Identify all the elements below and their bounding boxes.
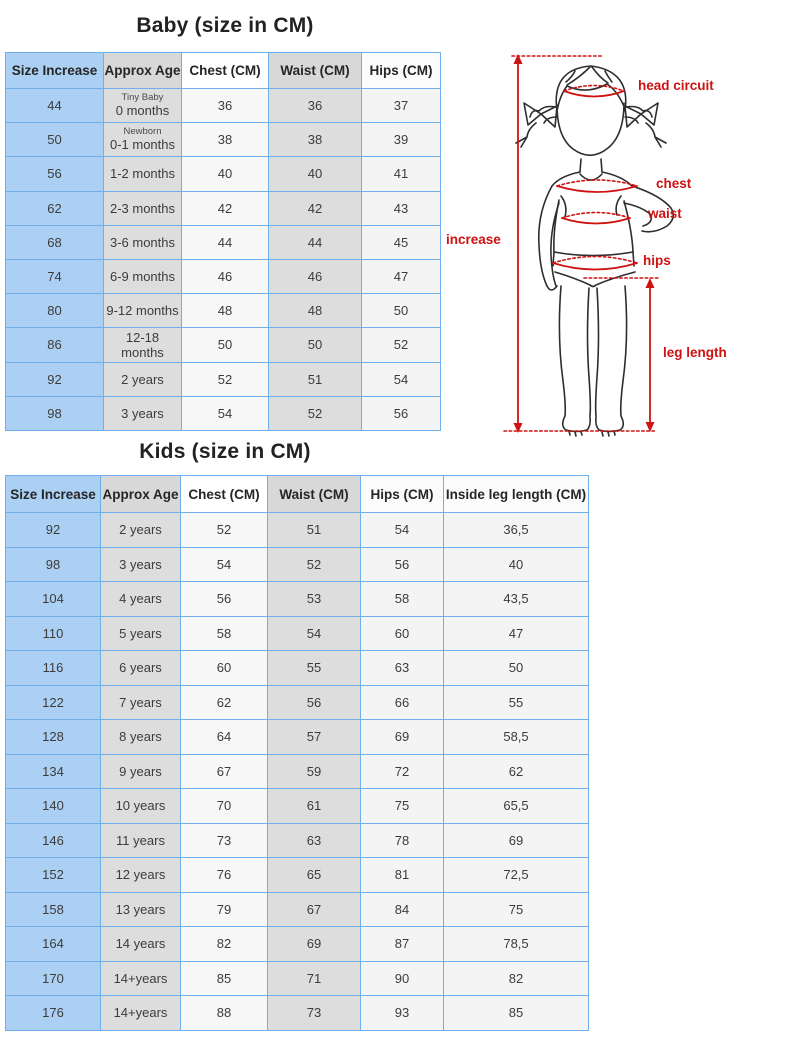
kids_section-cell-size: 104 — [6, 582, 101, 617]
table-row — [6, 513, 589, 548]
baby_section-cell-waist: 51 — [269, 362, 362, 396]
kids_section-cell-inside_leg: 36,5 — [444, 513, 589, 548]
table-row — [6, 823, 589, 858]
kids_section-cell-size: 134 — [6, 754, 101, 789]
kids_section-cell-waist: 55 — [268, 651, 361, 686]
age-note: Tiny Baby — [121, 92, 164, 104]
baby_section-header-chest: Chest (CM) — [182, 53, 269, 89]
table-row — [6, 328, 441, 362]
measurement-marks — [504, 56, 658, 431]
baby_section-cell-hips: 39 — [362, 123, 441, 157]
table-row — [6, 157, 441, 191]
table-row — [6, 720, 589, 755]
kids_section-header-chest: Chest (CM) — [181, 476, 268, 513]
header-row — [6, 53, 441, 89]
age-value: 0-1 months — [109, 137, 176, 153]
kids_section-cell-age: 2 years — [101, 513, 181, 548]
kids_section-cell-size: 146 — [6, 823, 101, 858]
kids-size-table — [5, 475, 589, 1031]
kids_section-header-inside_leg: Inside leg length (CM) — [444, 476, 589, 513]
baby_section-cell-waist: 36 — [269, 89, 362, 123]
baby_section-cell-chest: 50 — [182, 328, 269, 362]
baby_section-cell-size: 92 — [6, 362, 104, 396]
baby_section-header-age: Approx Age — [104, 53, 182, 89]
kids_section-cell-chest: 52 — [181, 513, 268, 548]
baby_section-cell-age: 3-6 months — [104, 225, 182, 259]
kids_section-cell-waist: 53 — [268, 582, 361, 617]
figure-label-leg-length: leg length — [663, 345, 727, 360]
kids_section-cell-age: 5 years — [101, 616, 181, 651]
kids_section-cell-size: 158 — [6, 892, 101, 927]
baby_section-cell-age: 1-2 months — [104, 157, 182, 191]
baby_section-cell-waist: 38 — [269, 123, 362, 157]
kids_section-cell-age: 3 years — [101, 547, 181, 582]
figure-label-hips: hips — [643, 253, 671, 268]
kids_section-cell-age: 12 years — [101, 858, 181, 893]
baby_section-cell-hips: 52 — [362, 328, 441, 362]
figure-label-waist: waist — [648, 206, 682, 221]
baby_section-cell-chest: 36 — [182, 89, 269, 123]
kids_section-cell-inside_leg: 50 — [444, 651, 589, 686]
kids_section-cell-inside_leg: 72,5 — [444, 858, 589, 893]
table-row — [6, 123, 441, 157]
kids_section-cell-chest: 88 — [181, 996, 268, 1031]
baby_section-cell-hips: 45 — [362, 225, 441, 259]
baby_section-cell-age — [104, 123, 182, 157]
kids_section-cell-size: 98 — [6, 547, 101, 582]
kids-section-title: Kids (size in CM) — [139, 440, 311, 463]
kids_section-cell-age: 6 years — [101, 651, 181, 686]
baby-size-table — [5, 52, 441, 431]
kids_section-cell-hips: 93 — [361, 996, 444, 1031]
baby_section-cell-waist: 50 — [269, 328, 362, 362]
baby_section-cell-hips: 54 — [362, 362, 441, 396]
kids_section-cell-chest: 56 — [181, 582, 268, 617]
table-row — [6, 89, 441, 123]
baby_section-cell-size: 86 — [6, 328, 104, 362]
table-row — [6, 191, 441, 225]
baby_section-cell-waist: 40 — [269, 157, 362, 191]
table-row — [6, 547, 589, 582]
kids_section-cell-waist: 61 — [268, 789, 361, 824]
kids_section-cell-chest: 73 — [181, 823, 268, 858]
baby_section-cell-age: 2-3 months — [104, 191, 182, 225]
table-row — [6, 396, 441, 430]
kids_section-cell-inside_leg: 78,5 — [444, 927, 589, 962]
table-row — [6, 858, 589, 893]
kids_section-cell-waist: 65 — [268, 858, 361, 893]
baby_section-header-waist: Waist (CM) — [269, 53, 362, 89]
kids_section-cell-hips: 58 — [361, 582, 444, 617]
baby_section-cell-chest: 48 — [182, 294, 269, 328]
baby_section-header-size: Size Increase — [6, 53, 104, 89]
kids_section-cell-inside_leg: 85 — [444, 996, 589, 1031]
kids_section-cell-hips: 66 — [361, 685, 444, 720]
table-row — [6, 927, 589, 962]
kids_section-cell-waist: 51 — [268, 513, 361, 548]
kids_section-cell-hips: 90 — [361, 961, 444, 996]
baby_section-cell-chest: 46 — [182, 259, 269, 293]
kids_section-cell-inside_leg: 82 — [444, 961, 589, 996]
baby_section-cell-age: 6-9 months — [104, 259, 182, 293]
kids_section-cell-waist: 52 — [268, 547, 361, 582]
kids_section-cell-waist: 69 — [268, 927, 361, 962]
kids_section-cell-waist: 71 — [268, 961, 361, 996]
kids_section-cell-hips: 56 — [361, 547, 444, 582]
kids_section-cell-waist: 73 — [268, 996, 361, 1031]
age-value: 0 months — [115, 103, 170, 119]
kids_section-cell-size: 170 — [6, 961, 101, 996]
baby_section-header-hips: Hips (CM) — [362, 53, 441, 89]
baby_section-cell-hips: 37 — [362, 89, 441, 123]
kids_section-cell-chest: 64 — [181, 720, 268, 755]
kids_section-cell-age: 14+years — [101, 996, 181, 1031]
table-row — [6, 685, 589, 720]
kids_section-cell-size: 164 — [6, 927, 101, 962]
table-row — [6, 892, 589, 927]
kids_section-cell-age: 9 years — [101, 754, 181, 789]
baby_section-cell-age — [104, 89, 182, 123]
kids_section-cell-size: 176 — [6, 996, 101, 1031]
table-row — [6, 582, 589, 617]
kids_section-cell-size: 152 — [6, 858, 101, 893]
baby_section-cell-size: 56 — [6, 157, 104, 191]
kids_section-cell-hips: 60 — [361, 616, 444, 651]
figure-label-chest: chest — [656, 176, 692, 191]
kids_section-cell-hips: 69 — [361, 720, 444, 755]
kids_section-cell-inside_leg: 75 — [444, 892, 589, 927]
kids_section-cell-hips: 75 — [361, 789, 444, 824]
baby_section-cell-age: 2 years — [104, 362, 182, 396]
kids_section-cell-size: 92 — [6, 513, 101, 548]
table-row — [6, 996, 589, 1031]
kids_section-cell-chest: 79 — [181, 892, 268, 927]
table-row — [6, 754, 589, 789]
kids_section-cell-chest: 54 — [181, 547, 268, 582]
table-row — [6, 651, 589, 686]
kids_section-cell-size: 128 — [6, 720, 101, 755]
baby_section-cell-hips: 50 — [362, 294, 441, 328]
baby_section-cell-size: 50 — [6, 123, 104, 157]
kids_section-cell-hips: 84 — [361, 892, 444, 927]
baby_section-cell-hips: 47 — [362, 259, 441, 293]
kids_section-header-size: Size Increase — [6, 476, 101, 513]
baby_section-cell-size: 98 — [6, 396, 104, 430]
baby_section-cell-hips: 41 — [362, 157, 441, 191]
baby_section-cell-hips: 56 — [362, 396, 441, 430]
baby_section-cell-size: 62 — [6, 191, 104, 225]
kids_section-cell-inside_leg: 43,5 — [444, 582, 589, 617]
table-row — [6, 961, 589, 996]
kids_section-cell-waist: 63 — [268, 823, 361, 858]
table-row — [6, 225, 441, 259]
kids_section-cell-age: 8 years — [101, 720, 181, 755]
baby_section-cell-chest: 52 — [182, 362, 269, 396]
baby_section-cell-waist: 48 — [269, 294, 362, 328]
kids_section-cell-age: 14+years — [101, 961, 181, 996]
kids_section-header-hips: Hips (CM) — [361, 476, 444, 513]
baby_section-cell-waist: 52 — [269, 396, 362, 430]
baby_section-cell-size: 80 — [6, 294, 104, 328]
kids_section-cell-hips: 81 — [361, 858, 444, 893]
kids_section-cell-inside_leg: 47 — [444, 616, 589, 651]
kids_section-cell-age: 13 years — [101, 892, 181, 927]
kids_section-cell-age: 14 years — [101, 927, 181, 962]
table-row — [6, 362, 441, 396]
kids_section-cell-waist: 56 — [268, 685, 361, 720]
baby_section-cell-chest: 40 — [182, 157, 269, 191]
baby_section-cell-waist: 42 — [269, 191, 362, 225]
kids_section-cell-chest: 58 — [181, 616, 268, 651]
baby_section-cell-size: 74 — [6, 259, 104, 293]
kids_section-cell-chest: 82 — [181, 927, 268, 962]
kids_section-cell-inside_leg: 40 — [444, 547, 589, 582]
baby_section-cell-age: 12-18 months — [104, 328, 182, 362]
kids_section-cell-inside_leg: 65,5 — [444, 789, 589, 824]
baby_section-cell-chest: 44 — [182, 225, 269, 259]
baby_section-cell-chest: 38 — [182, 123, 269, 157]
kids_section-cell-inside_leg: 58,5 — [444, 720, 589, 755]
kids_section-cell-hips: 78 — [361, 823, 444, 858]
baby_section-cell-chest: 42 — [182, 191, 269, 225]
table-row — [6, 789, 589, 824]
kids_section-cell-chest: 67 — [181, 754, 268, 789]
table-row — [6, 259, 441, 293]
kids_section-cell-inside_leg: 62 — [444, 754, 589, 789]
baby_section-cell-age: 9-12 months — [104, 294, 182, 328]
baby_section-cell-size: 44 — [6, 89, 104, 123]
kids_section-cell-hips: 54 — [361, 513, 444, 548]
kids_section-cell-age: 4 years — [101, 582, 181, 617]
kids_section-cell-inside_leg: 55 — [444, 685, 589, 720]
table-row — [6, 616, 589, 651]
kids_section-cell-chest: 70 — [181, 789, 268, 824]
baby_section-cell-hips: 43 — [362, 191, 441, 225]
kids_section-cell-age: 10 years — [101, 789, 181, 824]
kids_section-cell-chest: 62 — [181, 685, 268, 720]
kids_section-cell-waist: 54 — [268, 616, 361, 651]
kids_section-cell-waist: 67 — [268, 892, 361, 927]
baby_section-cell-age: 3 years — [104, 396, 182, 430]
kids_section-cell-age: 7 years — [101, 685, 181, 720]
age-note: Newborn — [123, 126, 162, 138]
kids_section-cell-hips: 72 — [361, 754, 444, 789]
kids_section-cell-waist: 59 — [268, 754, 361, 789]
kids_section-cell-size: 140 — [6, 789, 101, 824]
kids_section-header-waist: Waist (CM) — [268, 476, 361, 513]
header-row — [6, 476, 589, 513]
baby_section-cell-waist: 44 — [269, 225, 362, 259]
kids_section-cell-inside_leg: 69 — [444, 823, 589, 858]
figure-label-head-circuit: head circuit — [638, 78, 714, 93]
kids_section-cell-chest: 85 — [181, 961, 268, 996]
figure-label-increase: increase — [446, 232, 501, 247]
measurement-figure — [440, 45, 794, 445]
kids_section-cell-hips: 63 — [361, 651, 444, 686]
baby-section-title: Baby (size in CM) — [136, 14, 314, 37]
kids_section-cell-age: 11 years — [101, 823, 181, 858]
baby_section-cell-waist: 46 — [269, 259, 362, 293]
baby_section-cell-size: 68 — [6, 225, 104, 259]
kids_section-header-age: Approx Age — [101, 476, 181, 513]
kids_section-cell-waist: 57 — [268, 720, 361, 755]
kids_section-cell-size: 110 — [6, 616, 101, 651]
baby_section-cell-chest: 54 — [182, 396, 269, 430]
kids_section-cell-hips: 87 — [361, 927, 444, 962]
kids_section-cell-size: 122 — [6, 685, 101, 720]
kids_section-cell-size: 116 — [6, 651, 101, 686]
kids_section-cell-chest: 76 — [181, 858, 268, 893]
kids_section-cell-chest: 60 — [181, 651, 268, 686]
table-row — [6, 294, 441, 328]
